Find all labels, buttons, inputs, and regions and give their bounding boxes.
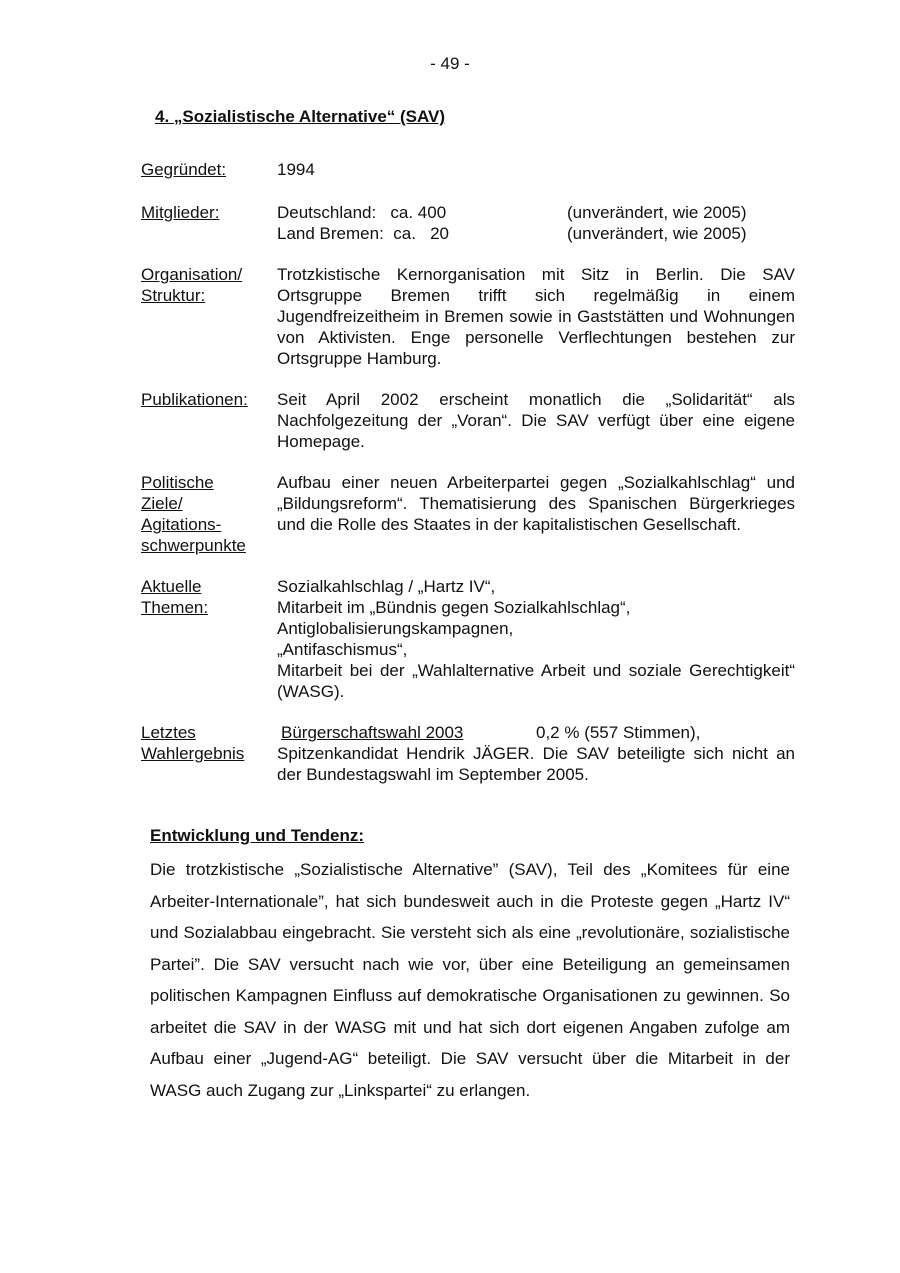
founded-value: 1994 [277, 160, 315, 179]
topic-item: „Antifaschismus“, [277, 640, 408, 659]
member-note: (unverändert, wie 2005) [567, 203, 747, 222]
founded-label: Gegründet: [141, 160, 227, 179]
topic-item: Mitarbeit im „Bündnis gegen Sozialkahlschlag“, [277, 598, 631, 617]
member-place: Deutschland: ca. 400 [277, 203, 447, 222]
topic-item: Antiglobalisierungskampagnen, [277, 619, 514, 638]
publications-value: Seit April 2002 erscheint monatlich die „Solidarität“ als Nachfolgezeitung der „Voran“. Die SAV verfügt über eine eigene Homepage. [277, 390, 795, 451]
topics-label: Aktuelle Themen: [141, 577, 209, 617]
election-text: Spitzenkandidat Hendrik JÄGER. Die SAV beteiligte sich nicht an der Bundestagswahl im September 2005. [277, 744, 795, 784]
development-text: Die trotzkistische „Sozialistische Alternative” (SAV), Teil des „Komitees für eine Arbeiter-Internationale”, hat sich bundesweit auch in die Proteste gegen „Hartz IV“ und Sozialabbau eingebracht. Sie versteht sich als eine „revolutionäre, sozialistische Partei”. Die SAV versucht nach wie vor, über eine Beteiligung an gemeinsamen politischen Kampagnen Einfluss auf demokratische Organisationen zu gewinnen. So arbeitet die SAV in der WASG mit und hat sich dort eigenen Angaben zufolge am Aufbau einer „Jugend-AG“ beteiligt. Die SAV versucht über die Mitarbeit in der WASG auch Zugang zur „Linkspartei“ zu erlangen. [150, 860, 790, 1100]
members-value [277, 202, 795, 244]
topics-value [277, 576, 795, 702]
election-label: Letztes Wahlergebnis [141, 723, 245, 763]
publications-label: Publikationen: [141, 390, 248, 409]
development-heading: Entwicklung und Tendenz: [150, 826, 365, 845]
members-label: Mitglieder: [141, 203, 220, 222]
goals-value: Aufbau einer neuen Arbeiterpartei gegen „Sozialkahlschlag“ und „Bildungsreform“. Thematisierung des Spanischen Bürgerkrieges und die Rolle des Staates in der kapitalistischen Gesellschaft. [277, 473, 795, 534]
topic-item-last: Mitarbeit bei der „Wahlalternative Arbeit und soziale Gerechtigkeit“ (WASG). [277, 661, 795, 701]
topic-item: Sozialkahlschlag / „Hartz IV“, [277, 577, 496, 596]
member-note: (unverändert, wie 2005) [567, 224, 747, 243]
page-number: - 49 - [430, 54, 470, 73]
election-value [277, 722, 795, 785]
member-place: Land Bremen: ca. 20 [277, 224, 449, 243]
section-heading: 4. „Sozialistische Alternative“ (SAV) [155, 107, 446, 126]
member-row-bremen [277, 223, 795, 244]
goals-label: Politische Ziele/ Agitations- schwerpunkte [141, 473, 246, 555]
organisation-label: Organisation/ Struktur: [141, 265, 243, 305]
election-result: 0,2 % (557 Stimmen), [536, 723, 701, 742]
member-row-germany [277, 202, 795, 223]
election-name: Bürgerschaftswahl 2003 [281, 723, 464, 742]
organisation-value: Trotzkistische Kernorganisation mit Sitz in Berlin. Die SAV Ortsgruppe Bremen trifft sich regelmäßig in einem Jugendfreizeitheim in Bremen sowie in Gaststätten und Wohnungen von Aktivisten. Enge personelle Verflechtungen bestehen zur Ortsgruppe Hamburg. [277, 265, 795, 368]
